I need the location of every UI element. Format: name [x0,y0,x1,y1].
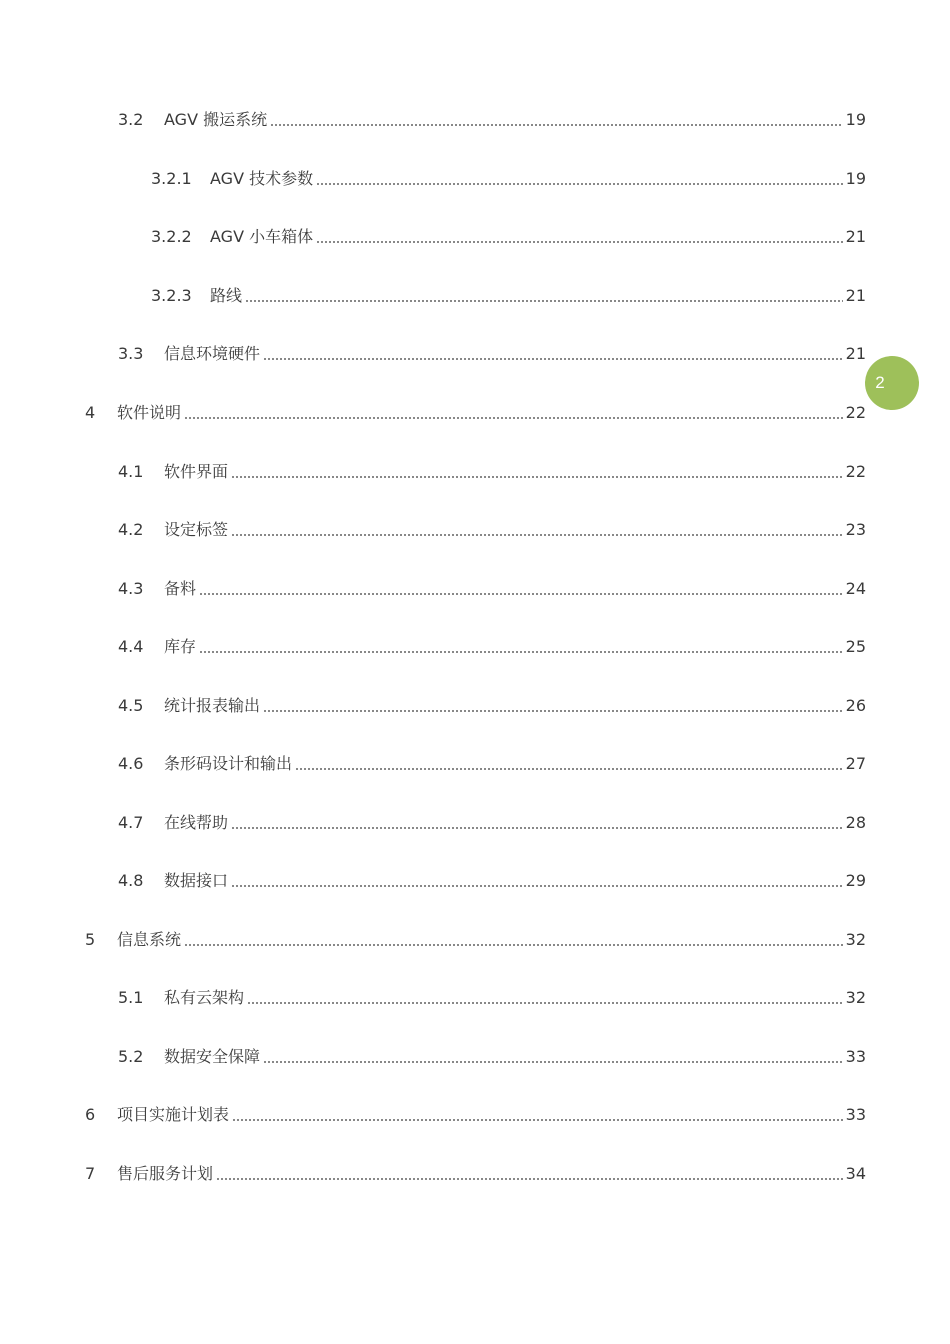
toc-entry-5-1[interactable] [0,980,866,1008]
toc-title: 售后服务计划 [117,1164,214,1183]
toc-title: 条形码设计和输出 [164,754,293,773]
toc-page-number: 34 [845,1164,866,1183]
toc-entry-5-2[interactable] [0,1039,866,1067]
toc-number: 7 [85,1164,96,1183]
toc-page-number: 19 [845,110,866,129]
toc-page-number: 25 [845,637,866,656]
toc-page-number: 27 [845,754,866,773]
toc-title: 设定标签 [164,520,229,539]
dot-leader [263,358,843,360]
toc-number: 5.2 [118,1047,144,1066]
dot-leader [247,1002,843,1004]
toc-entry-3-2-3[interactable] [0,278,866,306]
page-number-badge: 2 [865,356,919,410]
toc-title: 项目实施计划表 [117,1105,230,1124]
toc-page-number: 32 [845,930,866,949]
toc-number: 3.2.1 [151,169,192,188]
dot-leader [199,651,843,653]
toc-title: AGV 技术参数 [210,169,314,188]
dot-leader [184,417,843,419]
dot-leader [231,885,843,887]
toc-entry-4-5[interactable] [0,688,866,716]
toc-title: 私有云架构 [164,988,245,1007]
toc-number: 4.5 [118,696,144,715]
dot-leader [270,124,843,126]
toc-page-number: 33 [845,1105,866,1124]
toc-title: 信息系统 [117,930,182,949]
toc-number: 4.7 [118,813,144,832]
toc-number: 4.2 [118,520,144,539]
toc-title: 信息环境硬件 [164,344,261,363]
toc-page-number: 21 [845,286,866,305]
toc-title: 软件界面 [164,462,229,481]
toc-entry-6[interactable] [0,1097,866,1125]
toc-title: 统计报表输出 [164,696,261,715]
toc-entry-3-2-1[interactable] [0,161,866,189]
toc-number: 4 [85,403,96,422]
dot-leader [316,183,843,185]
toc-number: 4.3 [118,579,144,598]
toc-page-number: 26 [845,696,866,715]
toc-number: 4.1 [118,462,144,481]
dot-leader [216,1178,843,1180]
toc-entry-4-6[interactable] [0,746,866,774]
toc-number: 6 [85,1105,96,1124]
toc-title: AGV 小车箱体 [210,227,314,246]
toc-page-number: 22 [845,462,866,481]
toc-entry-4-8[interactable] [0,863,866,891]
toc-page-number: 21 [845,227,866,246]
toc-entry-5[interactable] [0,922,866,950]
toc-page-number: 22 [845,403,866,422]
dot-leader [245,300,843,302]
toc-page-number: 32 [845,988,866,1007]
toc-entry-3-2[interactable] [0,102,866,130]
toc-entry-4[interactable] [0,395,866,423]
toc-page-number: 23 [845,520,866,539]
toc-number: 3.3 [118,344,144,363]
toc-entry-3-3[interactable] [0,336,866,364]
dot-leader [231,534,843,536]
toc-entry-4-7[interactable] [0,805,866,833]
dot-leader [231,476,843,478]
toc-entry-4-3[interactable] [0,571,866,599]
toc-page-number: 21 [845,344,866,363]
dot-leader [295,768,843,770]
toc-title: AGV 搬运系统 [164,110,268,129]
dot-leader [232,1119,843,1121]
toc-entry-3-2-2[interactable] [0,219,866,247]
toc-number: 3.2.2 [151,227,192,246]
toc-entry-4-1[interactable] [0,454,866,482]
toc-number: 5.1 [118,988,144,1007]
dot-leader [231,827,843,829]
dot-leader [184,944,843,946]
toc-title: 库存 [164,637,197,656]
toc-page-number: 24 [845,579,866,598]
toc-entry-4-2[interactable] [0,512,866,540]
toc-title: 软件说明 [117,403,182,422]
toc-number: 3.2.3 [151,286,192,305]
dot-leader [263,710,843,712]
toc-entry-7[interactable] [0,1156,866,1184]
toc-title: 数据安全保障 [164,1047,261,1066]
toc-number: 4.8 [118,871,144,890]
toc-title: 备料 [164,579,197,598]
toc-page-number: 28 [845,813,866,832]
toc-page-number: 33 [845,1047,866,1066]
toc-title: 数据接口 [164,871,229,890]
toc-number: 4.4 [118,637,144,656]
toc-number: 4.6 [118,754,144,773]
toc-number: 5 [85,930,96,949]
dot-leader [316,241,843,243]
dot-leader [263,1061,843,1063]
toc-entry-4-4[interactable] [0,629,866,657]
toc-page-number: 29 [845,871,866,890]
toc-page-number: 19 [845,169,866,188]
toc-title: 在线帮助 [164,813,229,832]
toc-title: 路线 [210,286,243,305]
dot-leader [199,593,843,595]
toc-number: 3.2 [118,110,144,129]
